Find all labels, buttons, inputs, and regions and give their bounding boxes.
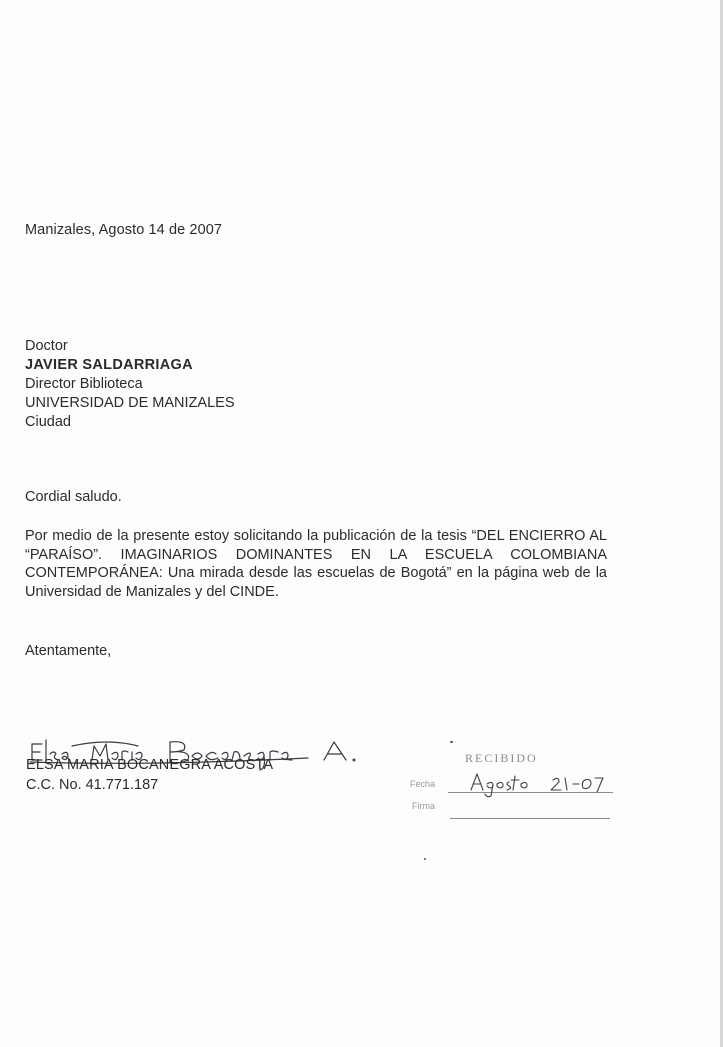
recipient-salutation: Doctor (25, 338, 68, 354)
stamp-signature-line (450, 818, 610, 819)
recipient-name: JAVIER SALDARRIAGA (25, 357, 193, 373)
letter-date: Manizales, Agosto 14 de 2007 (25, 222, 223, 238)
paper-speck (450, 741, 453, 743)
letter-body: Por medio de la presente estoy solicitando la publicación de la tesis “DEL ENCIERRO AL “PARAÍSO”. IMAGINARIOS DOMINANTES EN LA ESCUELA COLOMBIANA CONTEMPORÁNEA: Una mirada desde las escuelas de Bogotá” en la página web de la Universidad de Manizales y del CINDE. (25, 528, 607, 601)
recipient-institution: UNIVERSIDAD DE MANIZALES (25, 395, 235, 411)
stamp-handwritten-date (463, 768, 623, 798)
signer-name: ELSA MARIA BOCANEGRA ACOSTA (26, 757, 274, 773)
greeting: Cordial saludo. (25, 489, 122, 505)
signer-id: C.C. No. 41.771.187 (26, 777, 159, 793)
recipient-block (25, 337, 235, 432)
stamp-title: RECIBIDO (465, 751, 538, 765)
stamp-signature-label: Firma (412, 801, 435, 811)
paper-speck (424, 858, 426, 860)
recipient-position: Director Biblioteca (25, 376, 143, 392)
recipient-city: Ciudad (25, 414, 71, 430)
closing: Atentamente, (25, 643, 112, 659)
stamp-date-label: Fecha (410, 779, 436, 789)
